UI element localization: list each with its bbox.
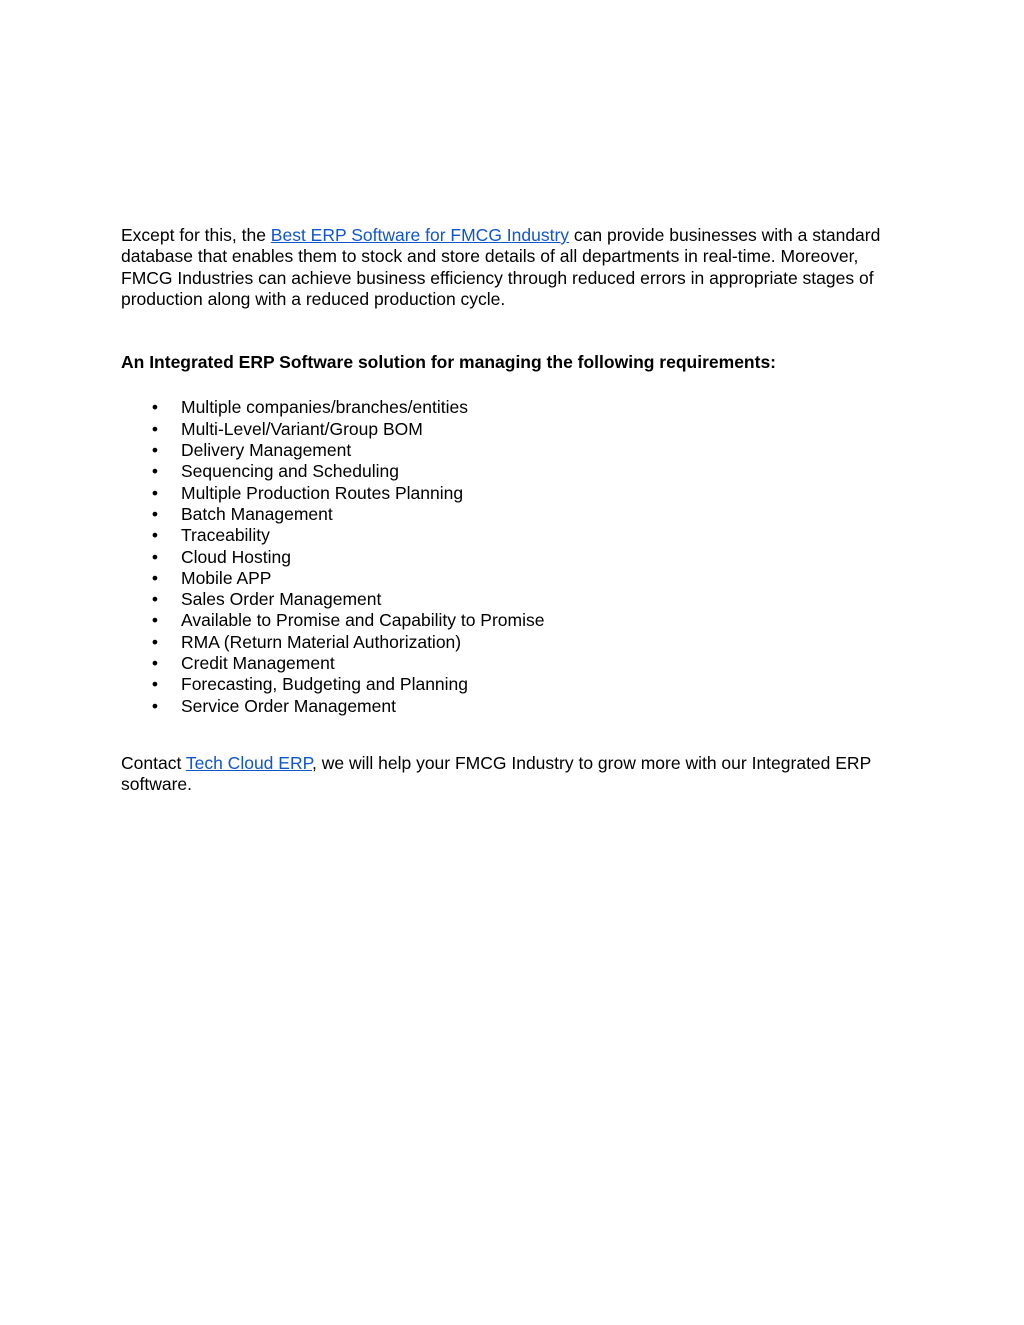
list-item-label: Forecasting, Budgeting and Planning — [181, 674, 469, 695]
list-item — [121, 419, 901, 440]
list-item-label: RMA (Return Material Authorization) — [181, 631, 462, 652]
best-erp-software-link[interactable]: Best ERP Software for FMCG Industry — [270, 225, 570, 245]
contact-paragraph — [121, 753, 901, 796]
bullet-icon: • — [151, 397, 159, 418]
bullet-icon: • — [151, 503, 159, 524]
list-item — [121, 440, 901, 461]
list-item-label: Delivery Management — [181, 440, 352, 461]
list-item — [121, 696, 901, 717]
list-item — [121, 674, 901, 695]
list-item — [121, 483, 901, 504]
requirements-list — [121, 397, 901, 716]
bullet-icon: • — [151, 418, 159, 439]
list-item-label: Sales Order Management — [181, 589, 382, 610]
list-item-label: Batch Management — [181, 503, 333, 524]
list-item-label: Credit Management — [181, 653, 335, 674]
bullet-icon: • — [151, 653, 159, 674]
bullet-icon: • — [151, 482, 159, 503]
list-item-label: Mobile APP — [181, 567, 272, 588]
intro-text-after-link: can provide businesses with a standard database that enables them to stock and store details of all departments in real-time. Moreover, FMCG Industries can achieve business efficiency through reduced errors in appropriate stages of production along with a reduced production cycle. — [121, 225, 881, 309]
list-item-label: Service Order Management — [181, 695, 396, 716]
list-item — [121, 397, 901, 418]
bullet-icon: • — [151, 461, 159, 482]
bullet-icon: • — [151, 589, 159, 610]
list-item-label: Multiple Production Routes Planning — [181, 482, 464, 503]
requirements-heading: An Integrated ERP Software solution for managing the following requirements: — [121, 352, 777, 373]
list-item-label: Cloud Hosting — [181, 546, 291, 567]
intro-text-before-link: Except for this, the — [121, 225, 271, 245]
bullet-icon: • — [151, 674, 159, 695]
list-item-label: Available to Promise and Capability to Promise — [181, 610, 545, 631]
list-item — [121, 589, 901, 610]
tech-cloud-erp-link[interactable]: Tech Cloud ERP — [185, 752, 312, 773]
bullet-icon: • — [151, 440, 159, 461]
bullet-icon: • — [151, 546, 159, 567]
list-item-label: Sequencing and Scheduling — [181, 461, 399, 482]
list-item — [121, 568, 901, 589]
bullet-icon: • — [151, 525, 159, 546]
bullet-icon: • — [151, 567, 159, 588]
bullet-icon: • — [151, 695, 159, 716]
intro-paragraph — [121, 225, 901, 310]
bullet-icon: • — [151, 631, 159, 652]
bullet-icon: • — [151, 610, 159, 631]
document-body — [121, 225, 901, 796]
list-item — [121, 632, 901, 653]
list-item-label: Traceability — [181, 525, 270, 546]
list-item — [121, 610, 901, 631]
contact-text-after-link: , we will help your FMCG Industry to grow more with our Integrated ERP software. — [121, 752, 871, 795]
list-item-label: Multi-Level/Variant/Group BOM — [181, 418, 423, 439]
list-item — [121, 653, 901, 674]
list-item — [121, 547, 901, 568]
list-item — [121, 461, 901, 482]
list-item — [121, 525, 901, 546]
list-item-label: Multiple companies/branches/entities — [181, 397, 468, 418]
list-item — [121, 504, 901, 525]
contact-text-before-link: Contact — [121, 752, 186, 773]
